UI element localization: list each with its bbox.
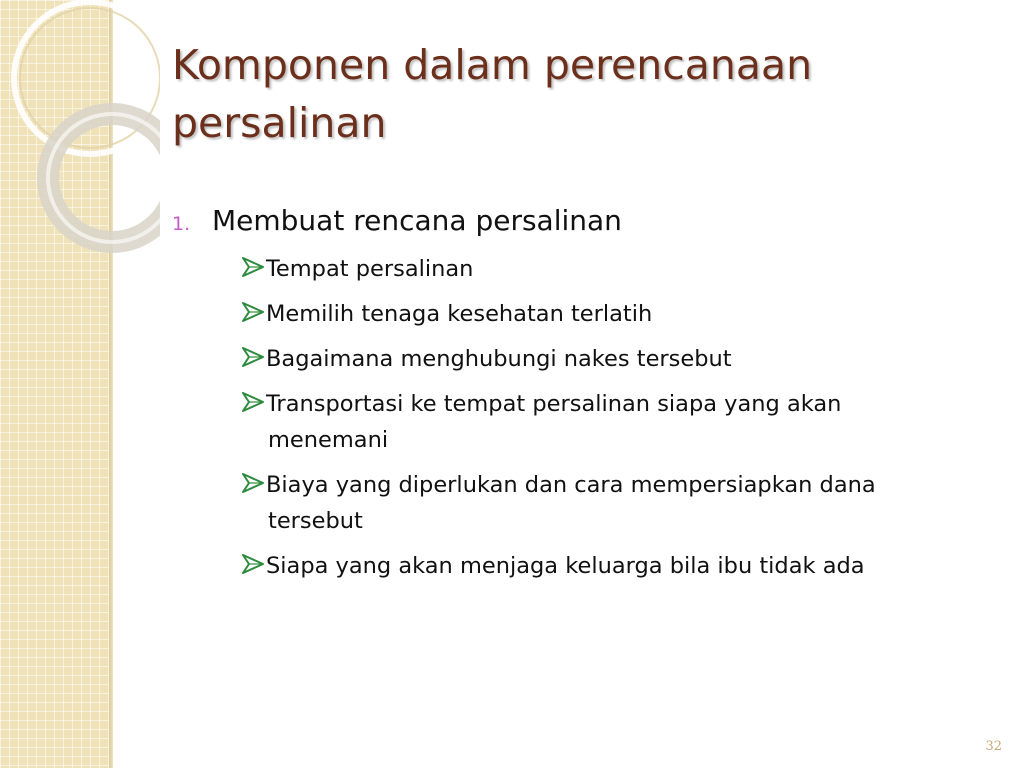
sub-list-item — [242, 548, 888, 584]
sub-list-item — [242, 296, 888, 332]
sub-item-text: Bagaimana menghubungi nakes tersebut — [266, 346, 732, 372]
sub-item-text: Transportasi ke tempat persalinan siapa yang akan menemani — [266, 391, 842, 453]
sub-item-text: Biaya yang diperlukan dan cara mempersiapkan dana tersebut — [266, 472, 876, 534]
slide-title: Komponen dalam perencanaan persalinan — [172, 41, 813, 147]
arrow-bullet-icon — [242, 473, 266, 493]
sub-item-text: Tempat persalinan — [266, 256, 474, 282]
arrow-bullet-icon — [242, 554, 266, 574]
slide-content — [172, 200, 952, 593]
sub-list-item — [242, 386, 888, 458]
sub-item-text: Memilih tenaga kesehatan terlatih — [266, 301, 653, 327]
sub-item-text: Siapa yang akan menjaga keluarga bila ibu tidak ada — [266, 553, 865, 579]
sub-list — [172, 251, 952, 584]
arrow-bullet-icon — [242, 392, 266, 412]
decorative-rings-icon — [0, 0, 160, 260]
list-number: 1. — [172, 213, 191, 235]
arrow-bullet-icon — [242, 347, 266, 367]
sub-list-item — [242, 341, 888, 377]
arrow-bullet-icon — [242, 257, 266, 277]
arrow-bullet-icon — [242, 302, 266, 322]
main-item-text: Membuat rencana persalinan — [212, 204, 622, 237]
sub-list-item — [242, 251, 888, 287]
page-number: 32 — [985, 739, 1002, 754]
main-list-item — [172, 200, 952, 245]
sub-list-item — [242, 467, 888, 539]
